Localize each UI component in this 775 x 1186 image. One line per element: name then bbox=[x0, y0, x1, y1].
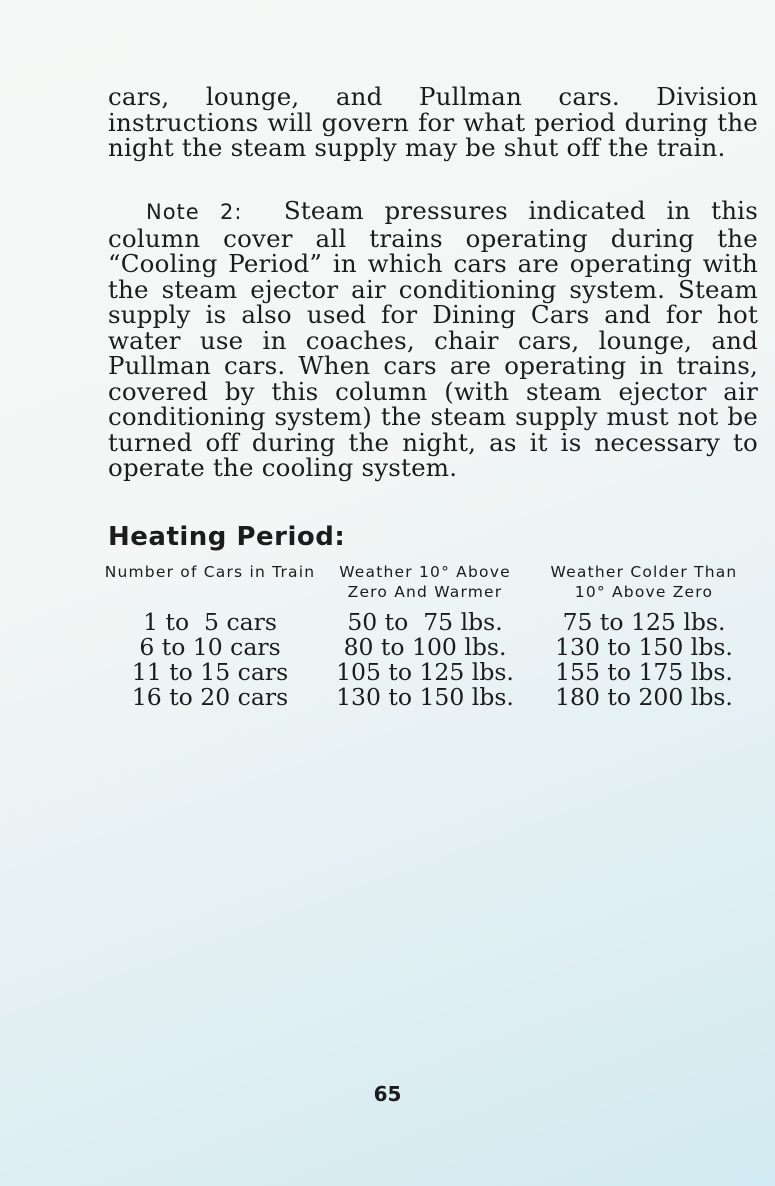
cell-cars: 6 to 10 cars bbox=[139, 633, 281, 661]
cell-colder: 155 to 175 lbs. bbox=[555, 658, 733, 686]
column-header-warmer: Weather 10° Above Zero And Warmer bbox=[339, 563, 511, 601]
table-row bbox=[104, 635, 754, 660]
heating-period-heading: Heating Period: bbox=[108, 522, 346, 552]
table-row bbox=[104, 660, 754, 685]
cell-colder: 180 to 200 lbs. bbox=[555, 683, 733, 711]
cell-cars: 11 to 15 cars bbox=[131, 658, 289, 686]
table-row bbox=[104, 610, 754, 635]
cell-warmer: 50 to 75 lbs. bbox=[347, 608, 503, 636]
cell-warmer: 105 to 125 lbs. bbox=[336, 658, 514, 686]
cell-cars: 1 to 5 cars bbox=[143, 608, 277, 636]
column-header-colder: Weather Colder Than 10° Above Zero bbox=[550, 563, 738, 601]
heating-period-table bbox=[104, 562, 754, 710]
note-2-paragraph bbox=[108, 198, 758, 481]
cell-colder: 75 to 125 lbs. bbox=[562, 608, 726, 636]
cell-cars: 16 to 20 cars bbox=[131, 683, 289, 711]
table-row bbox=[104, 685, 754, 710]
column-header-cars: Number of Cars in Train bbox=[104, 563, 316, 581]
cell-warmer: 80 to 100 lbs. bbox=[343, 633, 507, 661]
note-text: Steam pressures indicated in this column cover all trains operating during the “Cooling Period” in which cars are operating with the steam ejector air conditioning system. Steam supply is also used for Dining Cars and for hot water use in coaches, chair cars, lounge, and Pullman cars. When cars are operating in trains, covered by this column (with steam ejector air conditioning system) the steam supply must not be turned off during the night, as it is necessary to operate the cooling system. bbox=[108, 196, 758, 482]
page-number: 65 bbox=[373, 1082, 402, 1106]
cell-warmer: 130 to 150 lbs. bbox=[336, 683, 514, 711]
note-label: Note 2: bbox=[146, 200, 243, 224]
paragraph-continued: cars, lounge, and Pullman cars. Division instructions will govern for what period during the night the steam supply may be shut off the train. bbox=[108, 82, 758, 162]
cell-colder: 130 to 150 lbs. bbox=[555, 633, 733, 661]
table-header-row bbox=[104, 562, 754, 610]
